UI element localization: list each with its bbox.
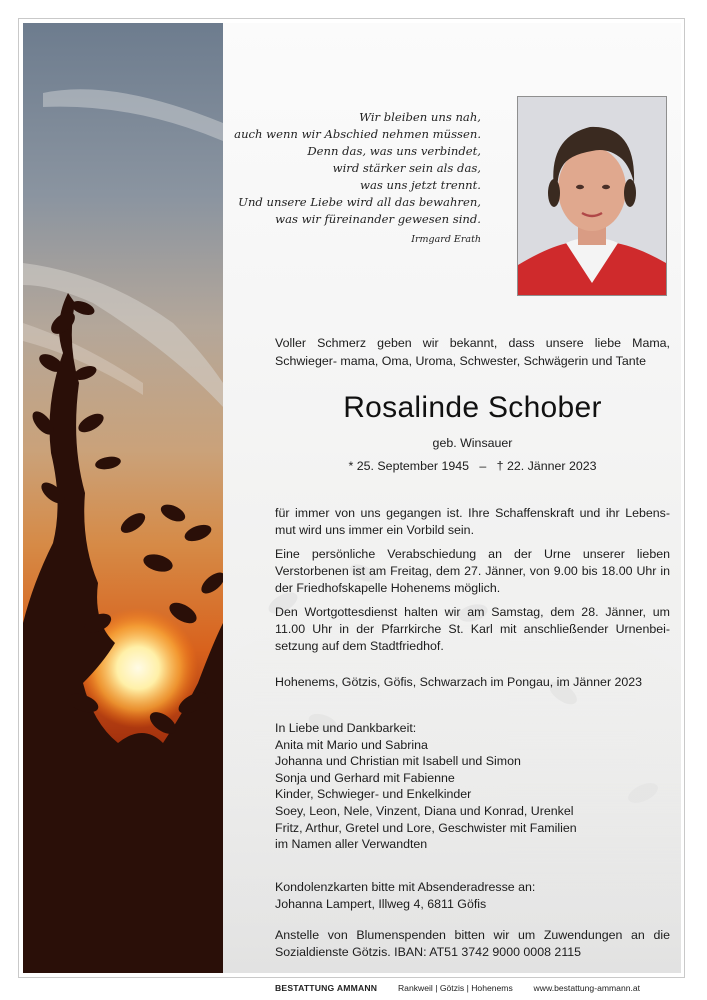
quote-author: Irmgard Erath — [411, 234, 481, 245]
life-dates — [275, 459, 670, 473]
obituary-content — [223, 23, 681, 993]
condolence-address — [275, 879, 670, 913]
quote-line: was uns jetzt trennt. — [360, 178, 481, 192]
paragraph: für immer von uns gegangen ist. Ihre Schaffenskraft und ihr Lebens- mut wird uns immer ein Vorbild sein. — [275, 506, 670, 537]
donation-note: Anstelle von Blumenspenden bitten wir um Zuwendungen an die Sozialdienste Götzis. IBAN: AT51 3742 9000 0008 2115 — [275, 928, 670, 959]
place-and-date: Hohenems, Götzis, Göfis, Schwarzach im Pongau, im Jänner 2023 — [275, 675, 643, 689]
list-item: Kinder, Schwieger- und Enkelkinder — [275, 787, 472, 802]
quote-line: auch wenn wir Abschied nehmen müssen. — [234, 127, 481, 141]
quote-line: was wir füreinander gewesen sind. — [275, 212, 481, 226]
list-item: Soey, Leon, Nele, Vinzent, Diana und Konrad, Urenkel — [275, 803, 574, 818]
funeral-home-footer — [275, 983, 675, 993]
birth-name: geb. Winsauer — [432, 436, 513, 450]
condolence-heading: Kondolenzkarten bitte mit Absenderadresse an: — [275, 880, 536, 894]
brand-prefix: BESTATTUNG — [275, 983, 335, 993]
memorial-quote — [221, 109, 481, 248]
condolence-address-line: Johanna Lampert, Illweg 4, 6811 Göfis — [275, 897, 487, 911]
deceased-name: Rosalinde Schober — [343, 391, 602, 424]
portrait-photo — [517, 96, 667, 296]
list-item: In Liebe und Dankbarkeit: — [275, 721, 417, 735]
list-item: im Namen aller Verwandten — [275, 837, 428, 852]
quote-line: Und unsere Liebe wird all das bewahren, — [238, 195, 481, 209]
list-item: Johanna und Christian mit Isabell und Simon — [275, 754, 521, 769]
list-item: Anita mit Mario und Sabrina — [275, 737, 428, 752]
date-separator: – — [479, 459, 487, 473]
brand-name: AMMANN — [336, 983, 378, 993]
footer-locations: Rankweil | Götzis | Hohenems — [397, 983, 513, 993]
mourners-list — [275, 720, 670, 853]
paragraph: Eine persönliche Verabschiedung an der Urne unserer lieben Verstorbenen ist am Freitag, dem 27. Jänner, von 9.00 bis 18.00 Uhr in der Friedhofskapelle Hohenems möglich. — [275, 547, 670, 595]
list-item: Fritz, Arthur, Gretel und Lore, Geschwister mit Familien — [275, 820, 577, 835]
death-date: † 22. Jänner 2023 — [496, 459, 597, 473]
quote-line: wird stärker sein als das, — [332, 161, 481, 175]
sunset-photo — [23, 23, 223, 973]
obituary-card — [18, 18, 685, 993]
list-item: Sonja und Gerhard mit Fabienne — [275, 770, 455, 785]
quote-line: Wir bleiben uns nah, — [359, 110, 481, 124]
sunset-photo-graphic — [23, 23, 223, 973]
footer-website: www.bestattung-ammann.at — [533, 983, 641, 993]
announcement-intro: Voller Schmerz geben wir bekannt, dass unsere liebe Mama, Schwieger- mama, Oma, Uroma, Schwester, Schwägerin und Tante — [275, 336, 670, 368]
service-details — [275, 505, 670, 662]
paragraph: Den Wortgottesdienst halten wir am Samstag, dem 28. Jänner, um 11.00 Uhr in der Pfarrkirche St. Karl mit anschließender Urnenbei- setzung auf dem Stadtfriedhof. — [275, 605, 670, 653]
portrait-graphic — [518, 97, 666, 295]
birth-date: * 25. September 1945 — [348, 459, 470, 473]
quote-line: Denn das, was uns verbindet, — [307, 144, 481, 158]
